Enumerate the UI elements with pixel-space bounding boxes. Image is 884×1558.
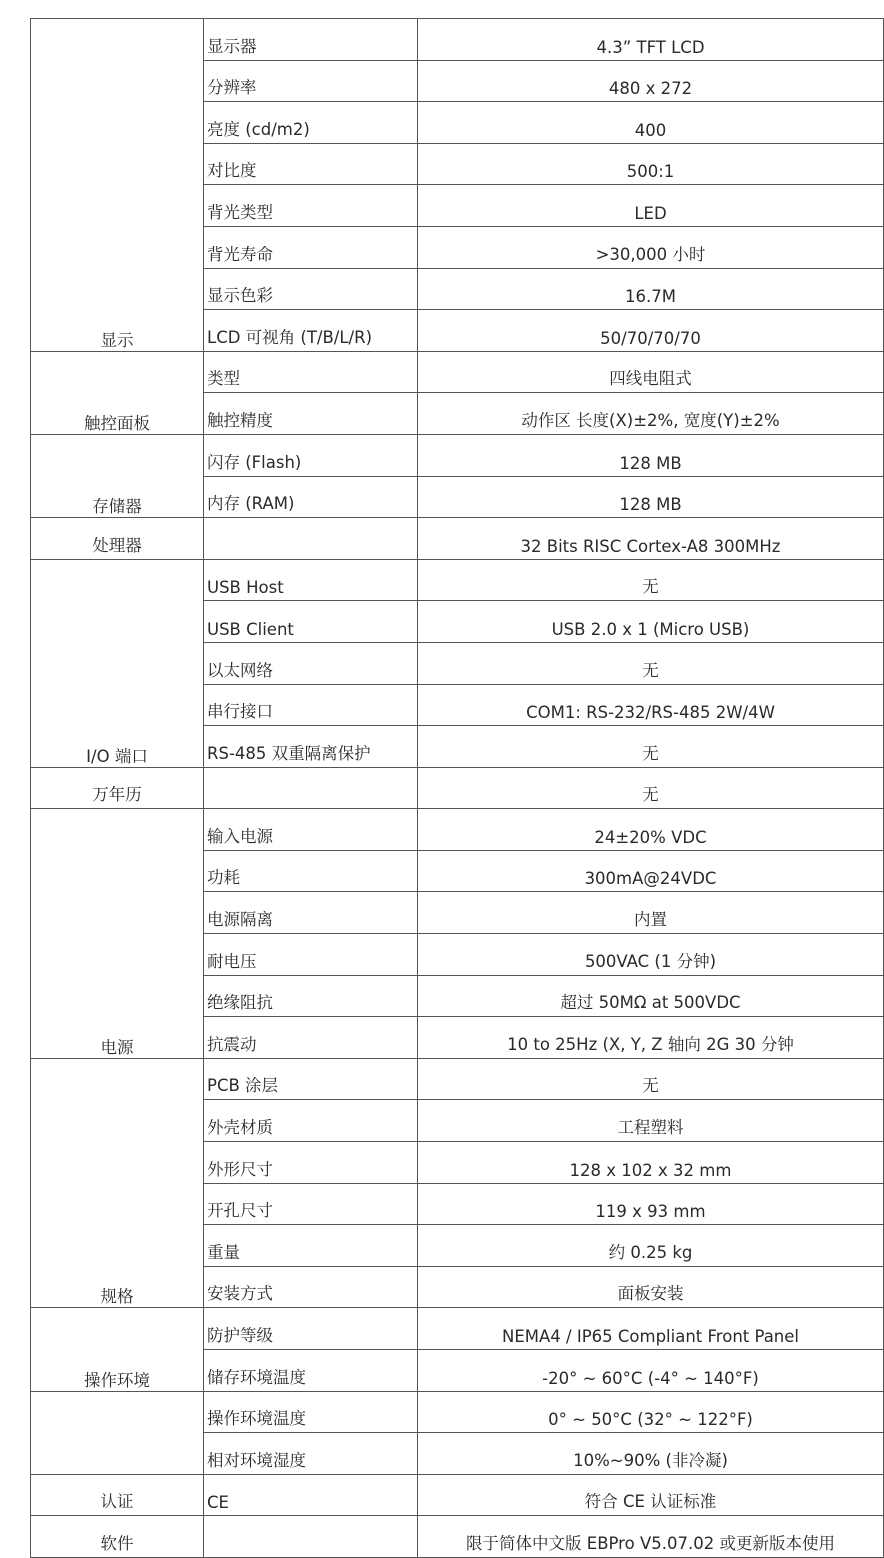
item-label: 电源隔离 xyxy=(207,910,273,930)
item-label: 背光类型 xyxy=(207,202,273,222)
value-cell xyxy=(418,975,884,1017)
value-cell xyxy=(418,268,884,310)
item-cell xyxy=(204,143,418,185)
item-label: 显示色彩 xyxy=(207,286,273,306)
item-cell xyxy=(204,684,418,726)
item-label: 安装方式 xyxy=(207,1284,273,1304)
item-label: RS-485 双重隔离保护 xyxy=(207,743,371,763)
value-cell xyxy=(418,934,884,976)
item-cell xyxy=(204,1017,418,1059)
spec-row xyxy=(31,1391,884,1433)
spec-row xyxy=(31,518,884,560)
value-cell xyxy=(418,518,884,560)
item-label: USB Client xyxy=(207,619,294,639)
value-text: 480 x 272 xyxy=(608,79,693,99)
value-cell xyxy=(418,892,884,934)
item-label: 绝缘阻抗 xyxy=(207,993,273,1013)
item-cell xyxy=(204,185,418,227)
category-label: 万年历 xyxy=(92,785,142,805)
value-text: 工程塑料 xyxy=(617,1118,684,1138)
item-cell xyxy=(204,559,418,601)
spec-row xyxy=(31,434,884,476)
item-label: CE xyxy=(207,1493,229,1513)
value-cell xyxy=(418,1350,884,1392)
category-label: 存储器 xyxy=(92,497,142,517)
value-cell xyxy=(418,809,884,851)
item-cell xyxy=(204,393,418,435)
value-text: 无 xyxy=(642,660,659,680)
value-cell xyxy=(418,1058,884,1100)
value-cell xyxy=(418,434,884,476)
value-text: 4.3” TFT LCD xyxy=(596,37,705,57)
spec-row xyxy=(31,559,884,601)
value-cell xyxy=(418,1474,884,1516)
item-cell xyxy=(204,310,418,352)
value-text: 无 xyxy=(642,785,659,805)
category-cell xyxy=(31,767,204,809)
item-cell xyxy=(204,809,418,851)
value-text: 128 MB xyxy=(619,495,682,515)
value-text: 无 xyxy=(642,577,659,597)
value-cell xyxy=(418,102,884,144)
category-label: 软件 xyxy=(100,1533,134,1553)
item-cell xyxy=(204,1266,418,1308)
value-cell xyxy=(418,1225,884,1267)
item-cell xyxy=(204,1350,418,1392)
category-label: 触控面板 xyxy=(84,413,150,433)
category-cell xyxy=(31,1058,204,1308)
value-text: 约 0.25 kg xyxy=(608,1242,693,1262)
category-label: I/O 端口 xyxy=(86,746,148,766)
value-cell xyxy=(418,19,884,61)
value-cell xyxy=(418,1017,884,1059)
value-text: 10 to 25Hz (X, Y, Z 轴向 2G 30 分钟 xyxy=(507,1034,794,1054)
item-cell xyxy=(204,1433,418,1475)
value-cell xyxy=(418,767,884,809)
item-cell xyxy=(204,767,418,809)
value-text: 10%~90% (非冷凝) xyxy=(573,1450,728,1470)
category-cell xyxy=(31,1474,204,1516)
item-cell xyxy=(204,351,418,393)
category-label: 规格 xyxy=(100,1287,134,1307)
item-cell xyxy=(204,1225,418,1267)
value-text: -20° ~ 60°C (-4° ~ 140°F) xyxy=(542,1368,759,1388)
value-cell xyxy=(418,393,884,435)
value-cell xyxy=(418,601,884,643)
item-label: 抗震动 xyxy=(207,1034,257,1054)
value-cell xyxy=(418,559,884,601)
category-cell xyxy=(31,351,204,434)
value-cell xyxy=(418,1516,884,1558)
item-label: 相对环境湿度 xyxy=(207,1450,306,1470)
value-text: 128 x 102 x 32 mm xyxy=(569,1160,732,1180)
item-cell xyxy=(204,642,418,684)
value-text: 500:1 xyxy=(626,162,675,182)
spec-row xyxy=(31,1474,884,1516)
value-cell xyxy=(418,850,884,892)
value-text: 无 xyxy=(642,1076,659,1096)
item-label: 防护等级 xyxy=(207,1326,273,1345)
item-label: 类型 xyxy=(207,369,240,389)
item-cell xyxy=(204,226,418,268)
item-cell xyxy=(204,934,418,976)
item-label: 操作环境温度 xyxy=(207,1409,306,1429)
value-text: 50/70/70/70 xyxy=(600,328,701,348)
value-text: 限于简体中文版 EBPro V5.07.02 或更新版本使用 xyxy=(466,1533,835,1553)
item-cell xyxy=(204,726,418,768)
category-cell xyxy=(31,518,204,560)
item-cell xyxy=(204,601,418,643)
item-label xyxy=(204,1550,207,1553)
spec-row xyxy=(31,1516,884,1558)
value-cell xyxy=(418,1100,884,1142)
value-text: 400 xyxy=(634,120,667,140)
item-label: 触控精度 xyxy=(207,410,273,430)
value-cell xyxy=(418,60,884,102)
value-text: 符合 CE 认证标准 xyxy=(584,1492,717,1512)
value-cell xyxy=(418,226,884,268)
category-cell xyxy=(31,1516,204,1558)
item-cell xyxy=(204,19,418,61)
value-cell xyxy=(418,1266,884,1308)
item-cell xyxy=(204,268,418,310)
item-label xyxy=(204,552,207,555)
value-cell xyxy=(418,476,884,518)
item-label: 以太网络 xyxy=(207,660,273,680)
category-label: 显示 xyxy=(100,330,134,350)
value-cell xyxy=(418,143,884,185)
value-text: 24±20% VDC xyxy=(594,827,707,847)
value-cell xyxy=(418,185,884,227)
category-cell xyxy=(31,559,204,767)
item-label: 开孔尺寸 xyxy=(207,1201,273,1221)
value-text: 动作区 长度(X)±2%, 宽度(Y)±2% xyxy=(521,410,780,430)
value-cell xyxy=(418,1142,884,1184)
item-label: PCB 涂层 xyxy=(207,1076,279,1096)
item-cell xyxy=(204,1058,418,1100)
item-cell xyxy=(204,434,418,476)
value-text: 300mA@24VDC xyxy=(584,869,717,889)
value-text: >30,000 小时 xyxy=(595,244,706,264)
item-label: 亮度 (cd/m2) xyxy=(207,119,310,139)
item-label: 外形尺寸 xyxy=(207,1159,273,1179)
value-text: 超过 50MΩ at 500VDC xyxy=(560,993,741,1013)
value-text: 16.7M xyxy=(625,287,676,307)
category-cell xyxy=(31,1308,204,1391)
category-cell xyxy=(31,434,204,517)
item-cell xyxy=(204,476,418,518)
spec-row xyxy=(31,809,884,851)
value-text: LED xyxy=(634,203,667,223)
item-label: 串行接口 xyxy=(207,702,273,722)
spec-row xyxy=(31,19,884,61)
category-label: 处理器 xyxy=(92,535,142,555)
item-cell xyxy=(204,1183,418,1225)
value-cell xyxy=(418,726,884,768)
value-cell xyxy=(418,684,884,726)
item-label: USB Host xyxy=(207,578,284,598)
value-cell xyxy=(418,310,884,352)
item-cell xyxy=(204,975,418,1017)
value-text: 128 MB xyxy=(619,453,682,473)
category-label: 操作环境 xyxy=(84,1370,150,1390)
item-label: 耐电压 xyxy=(207,951,257,971)
item-label: 输入电源 xyxy=(207,826,273,846)
item-label xyxy=(204,801,207,804)
value-cell xyxy=(418,642,884,684)
category-cell xyxy=(31,19,204,352)
item-label: 储存环境温度 xyxy=(207,1367,306,1387)
spec-row xyxy=(31,1308,884,1350)
spec-table xyxy=(30,18,884,1558)
item-label: 分辨率 xyxy=(207,78,257,98)
value-text: 四线电阻式 xyxy=(609,369,692,389)
value-text: 119 x 93 mm xyxy=(595,1202,706,1222)
spec-row xyxy=(31,767,884,809)
value-cell xyxy=(418,1183,884,1225)
value-text: 无 xyxy=(642,743,659,763)
category-cell xyxy=(31,1391,204,1474)
item-cell xyxy=(204,1142,418,1184)
item-label: 功耗 xyxy=(207,868,240,888)
value-text: 32 Bits RISC Cortex-A8 300MHz xyxy=(520,536,781,556)
value-text: 面板安装 xyxy=(617,1284,684,1304)
item-label: 背光寿命 xyxy=(207,244,273,264)
item-cell xyxy=(204,1391,418,1433)
value-text: USB 2.0 x 1 (Micro USB) xyxy=(551,619,750,639)
value-text: 500VAC (1 分钟) xyxy=(584,951,717,971)
value-cell xyxy=(418,351,884,393)
value-cell xyxy=(418,1308,884,1350)
value-cell xyxy=(418,1433,884,1475)
item-label: 重量 xyxy=(207,1242,240,1262)
spec-row xyxy=(31,1058,884,1100)
item-cell xyxy=(204,60,418,102)
item-cell xyxy=(204,1474,418,1516)
item-cell xyxy=(204,1516,418,1558)
item-label: 外壳材质 xyxy=(207,1118,273,1138)
item-cell xyxy=(204,892,418,934)
category-label: 电源 xyxy=(100,1037,134,1057)
item-label: LCD 可视角 (T/B/L/R) xyxy=(207,327,373,347)
item-cell xyxy=(204,850,418,892)
value-text: COM1: RS-232/RS-485 2W/4W xyxy=(526,703,775,723)
category-label: 认证 xyxy=(100,1492,134,1512)
item-label: 闪存 (Flash) xyxy=(207,452,302,472)
item-label: 显示器 xyxy=(207,36,257,56)
item-cell xyxy=(204,102,418,144)
value-cell xyxy=(418,1391,884,1433)
spec-table-body xyxy=(31,19,884,1558)
category-cell xyxy=(31,809,204,1059)
item-cell xyxy=(204,1100,418,1142)
item-label: 对比度 xyxy=(207,161,257,181)
item-cell xyxy=(204,518,418,560)
value-text: 0° ~ 50°C (32° ~ 122°F) xyxy=(548,1410,753,1430)
value-text: 内置 xyxy=(634,910,667,930)
item-cell xyxy=(204,1308,418,1350)
item-label: 内存 (RAM) xyxy=(207,494,295,514)
spec-row xyxy=(31,351,884,393)
value-text: NEMA4 / IP65 Compliant Front Panel xyxy=(502,1327,799,1346)
